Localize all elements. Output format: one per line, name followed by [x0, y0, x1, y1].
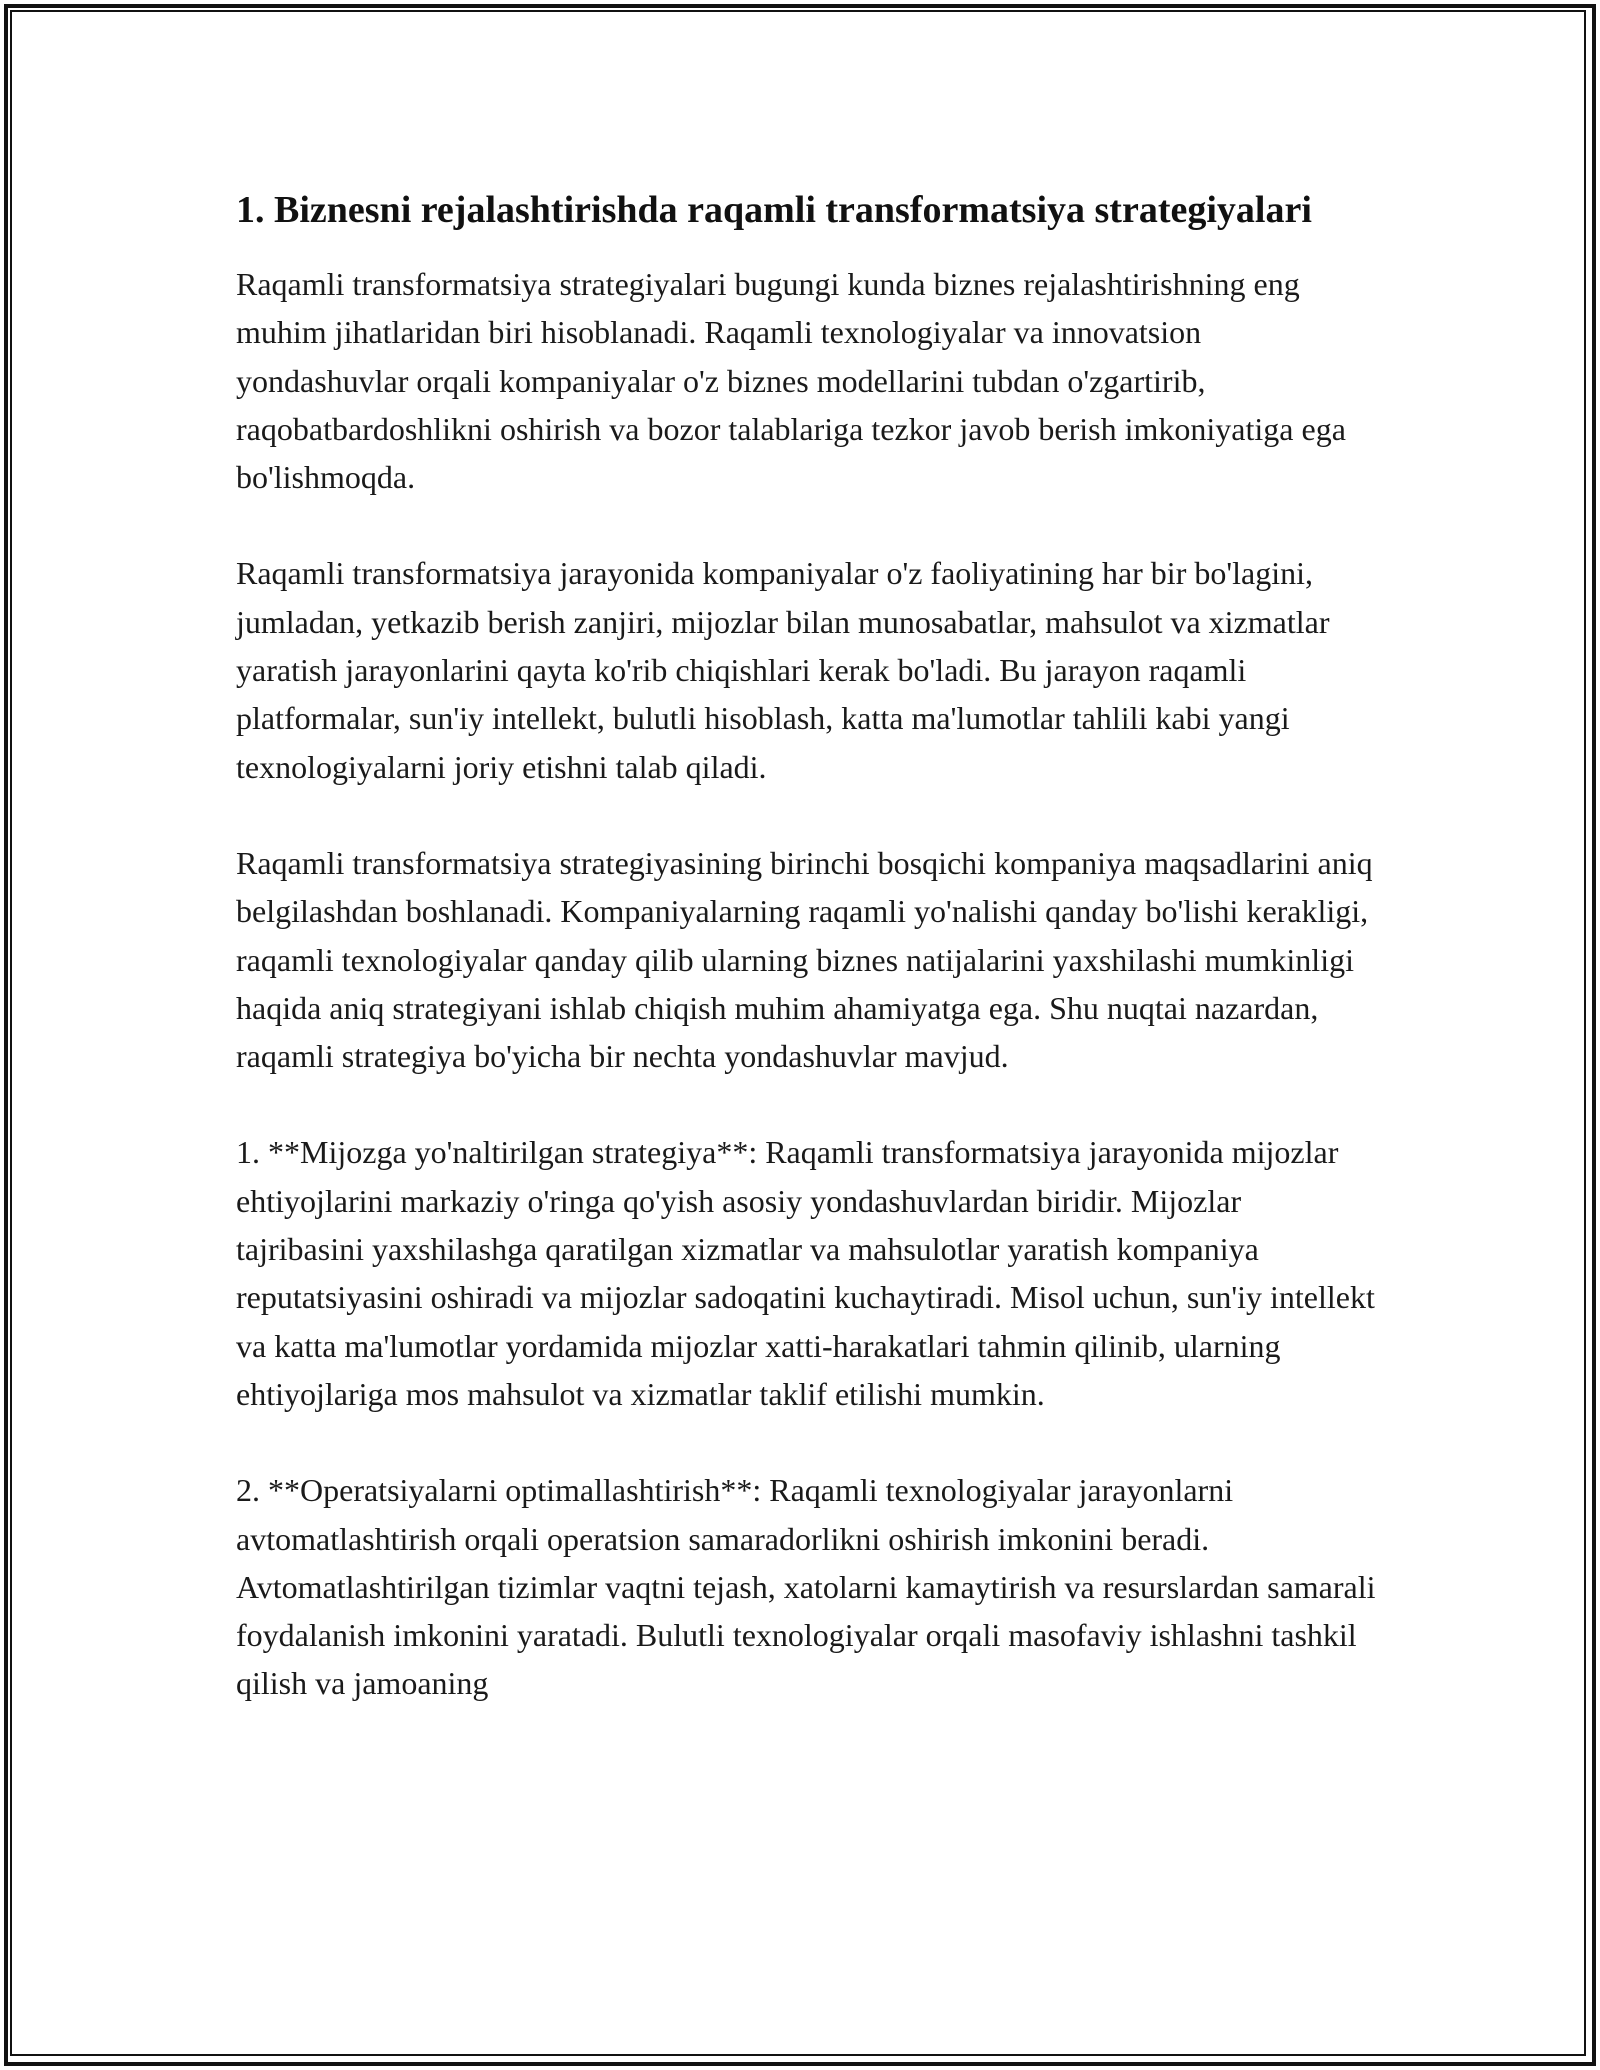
paragraph-process: Raqamli transformatsiya jarayonida kompaniyalar o'z faoliyatining har bir bo'lagini, jumladan, yetkazib berish zanjiri, mijozlar bilan munosabatlar, mahsulot va xizmatlar yaratish jarayonlarini qayta ko'rib chiqishlari kerak bo'ladi. Bu jarayon raqamli platformalar, sun'iy intellekt, bulutli hisoblash, katta ma'lumotlar tahlili kabi yangi texnologiyalarni joriy etishni talab qiladi. [236, 555, 1330, 785]
document-title: 1. Biznesni rejalashtirishda raqamli transformatsiya strategiyalari [236, 189, 1312, 231]
paragraph-first-stage: Raqamli transformatsiya strategiyasining birinchi bosqichi kompaniya maqsadlarini aniq belgilashdan boshlanadi. Kompaniyalarning raqamli yo'nalishi qanday bo'lishi kerakligi, raqamli texnologiyalar qanday qilib ularning biznes natijalarini yaxshilashi mumkinligi haqida aniq strategiyani ishlab chiqish muhim ahamiyatga ega. Shu nuqtai nazardan, raqamli strategiya bo'yicha bir nechta yondashuvlar mavjud. [236, 844, 1373, 1075]
paragraph-intro: Raqamli transformatsiya strategiyalari bugungi kunda biznes rejalashtirishning eng muhim jihatlaridan biri hisoblanadi. Raqamli texnologiyalar va innovatsion yondashuvlar orqali kompaniyalar o'z biznes modellarini tubdan o'zgartirib, raqobatbardoshlikni oshirish va bozor talablariga tezkor javob berish imkoniyatiga ega bo'lishmoqda. [236, 266, 1346, 496]
document-body [236, 186, 1376, 1756]
paragraph-customer-strategy: 1. **Mijozga yo'naltirilgan strategiya**: Raqamli transformatsiya jarayonida mijozlar ehtiyojlarini markaziy o'ringa qo'yish asosiy yondashuvlardan biridir. Mijozlar tajribasini yaxshilashga qaratilgan xizmatlar va mahsulotlar yaratish kompaniya reputatsiyasini oshiradi va mijozlar sadoqatini kuchaytiradi. Misol uchun, sun'iy intellekt va katta ma'lumotlar yordamida mijozlar xatti-harakatlari tahmin qilinib, ularning ehtiyojlariga mos mahsulot va xizmatlar taklif etilishi mumkin. [236, 1134, 1375, 1412]
paragraph-operations: 2. **Operatsiyalarni optimallashtirish**: Raqamli texnologiyalar jarayonlarni avtomatlashtirish orqali operatsion samaradorlikni oshirish imkonini beradi. Avtomatlashtirilgan tizimlar vaqtni tejash, xatolarni kamaytirish va resurslardan samarali foydalanish imkonini yaratadi. Bulutli texnologiyalar orqali masofaviy ishlashni tashkil qilish va jamoaning [236, 1472, 1376, 1702]
